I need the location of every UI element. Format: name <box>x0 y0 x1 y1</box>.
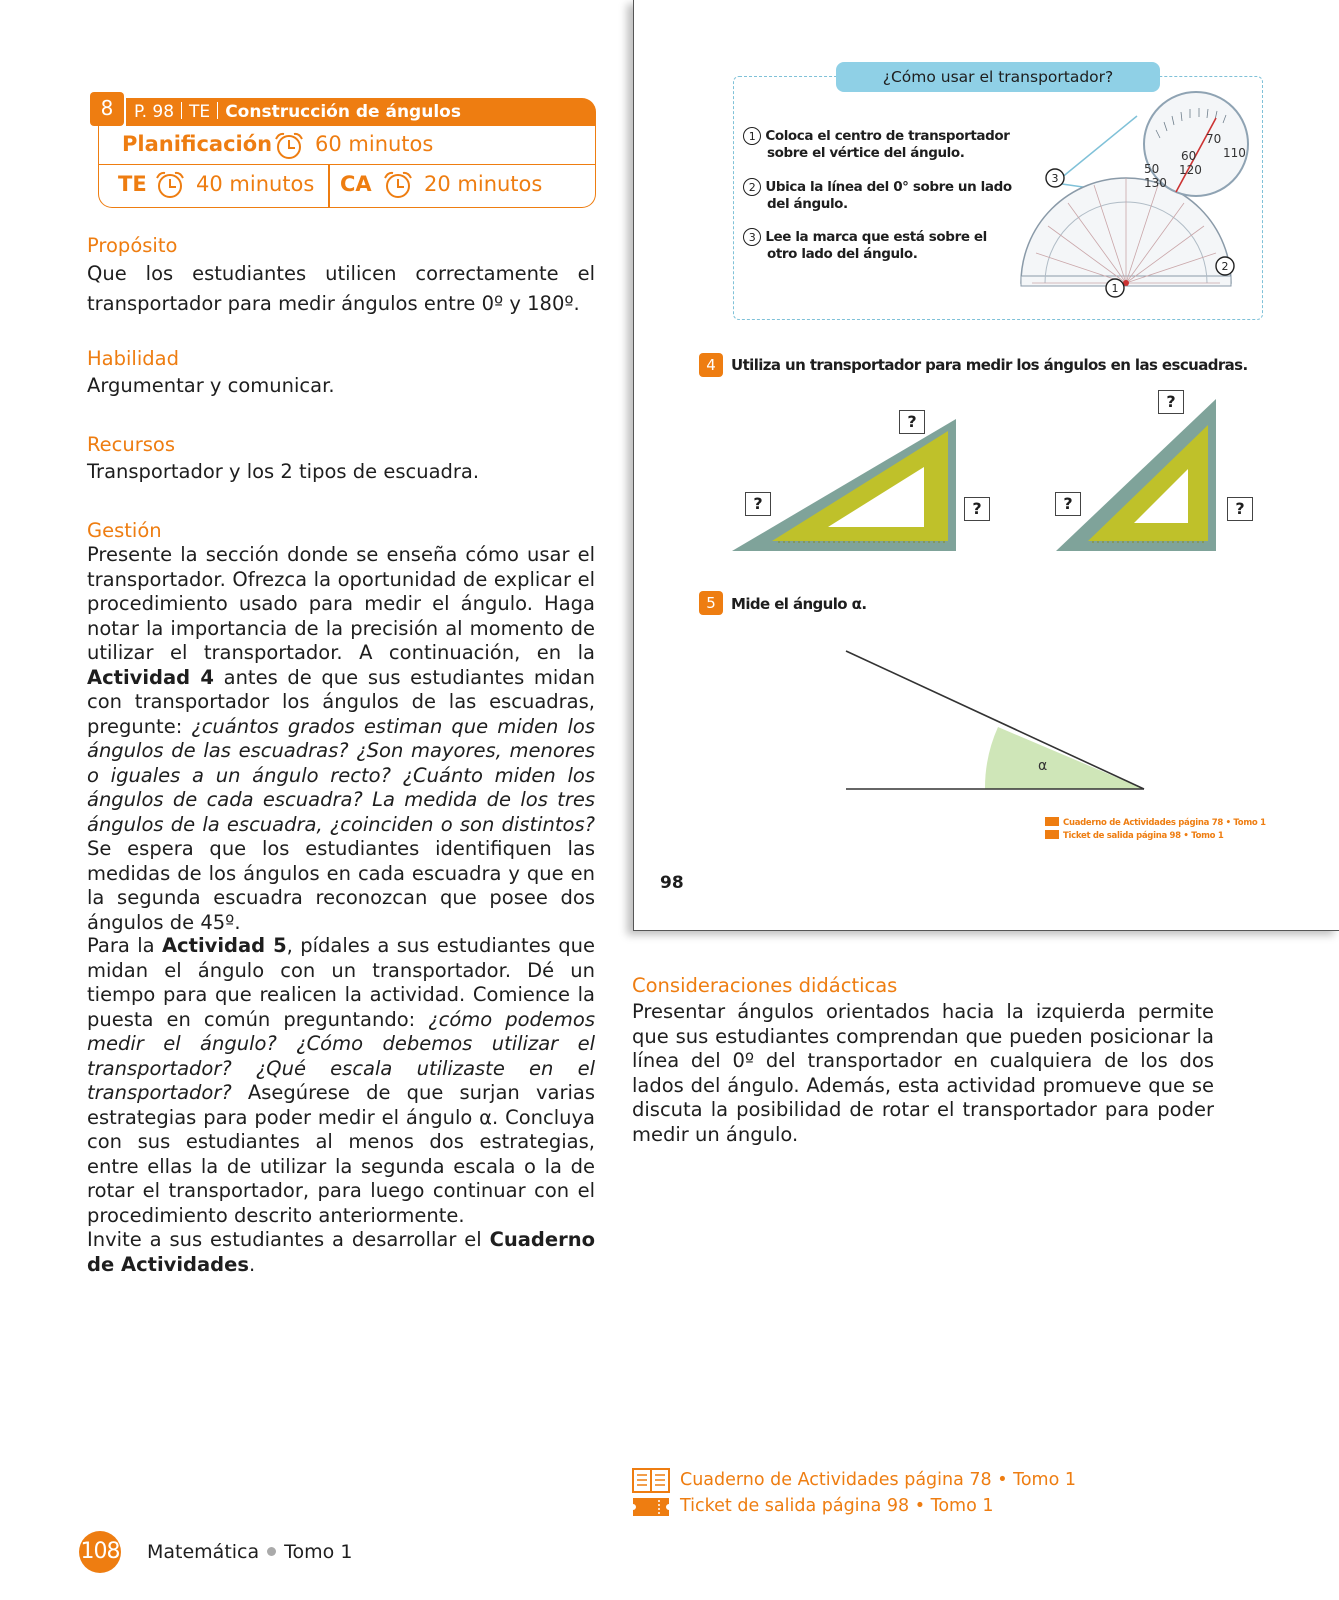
protractor-label-60: 60 <box>1181 149 1197 163</box>
protractor-label-50: 50 <box>1144 162 1160 176</box>
alpha-label: α <box>1038 758 1048 774</box>
ticket-reference: Ticket de salida página 98 • Tomo 1 <box>680 1496 994 1516</box>
escuadra-30-60-triangle <box>728 415 960 555</box>
te-label: TE <box>118 172 147 196</box>
gestion-title: Gestión <box>87 519 162 542</box>
step-2: 2 Ubica la línea del 0° sobre un lado del ángulo. <box>743 178 1012 213</box>
ca-label: CA <box>340 172 372 196</box>
question-box: ? <box>1227 497 1253 521</box>
cuaderno-reference: Cuaderno de Actividades página 78 • Tomo 1 <box>680 1470 1076 1490</box>
escuadra-45-triangle <box>1050 395 1222 555</box>
protractor-label-110: 110 <box>1223 146 1246 160</box>
protractor-marker-3: 3 <box>1051 172 1059 185</box>
lesson-title: Construcción de ángulos <box>225 102 461 122</box>
proposito-text: Que los estudiantes utilicen correctamente el transportador para medir ángulos entre 0º y 180º. <box>87 262 595 315</box>
alarm-clock-icon <box>154 170 186 200</box>
alarm-clock-icon <box>273 131 305 161</box>
protractor-illustration <box>1010 88 1260 316</box>
consideraciones-text: Presentar ángulos orientados hacia la izquierda permite que sus estudiantes comprendan que pueden posicionar la línea del 0º del transportador en cualquiera de los dos lados del ángulo. Además, esta actividad promueve que se discuta la posibilidad de rotar el transportador para poder medir un ángulo. <box>632 1000 1214 1146</box>
question-box: ? <box>964 497 990 521</box>
planificacion-label: Planificación <box>122 132 273 156</box>
protractor-label-120: 120 <box>1179 163 1202 177</box>
protractor-marker-1: 1 <box>1111 282 1119 295</box>
step-3: 3 Lee la marca que está sobre el otro lado del ángulo. <box>743 228 987 263</box>
recursos-title: Recursos <box>87 433 176 456</box>
ca-time: 20 minutos <box>424 172 543 196</box>
question-box: ? <box>1055 492 1081 516</box>
textbook-page-number: 98 <box>660 873 684 893</box>
proposito-title: Propósito <box>87 234 178 257</box>
activity-5-text: Mide el ángulo α. <box>731 595 867 613</box>
lesson-number-badge: 8 <box>90 92 124 126</box>
te-time: 40 minutos <box>196 172 315 196</box>
page-ref: P. 98 <box>134 102 175 122</box>
question-box: ? <box>899 410 925 434</box>
page-ref-ticket-small: Ticket de salida página 98 • Tomo 1 <box>1045 830 1224 841</box>
recursos-text: Transportador y los 2 tipos de escuadra. <box>87 460 480 483</box>
step-1: 1 Coloca el centro de transportador sobre el vértice del ángulo. <box>743 127 1010 162</box>
protractor-marker-2: 2 <box>1221 260 1229 273</box>
question-box: ? <box>1158 390 1184 414</box>
gestion-paragraph-2: Para la Actividad 5, pídales a sus estudiantes que midan el ángulo con un transportador. Dé un tiempo para que realicen la actividad. Comience la puesta en común preguntando: ¿cómo podemos medir el ángulo? ¿Cómo debemos utilizar el transportador? ¿Qué escala utilizaste en el transportador? Asegúrese de que surjan varias estrategias para poder medir el ángulo α. Concluya con sus estudiantes al menos dos estrategias, entre ellas la de utilizar la segunda escala o la de rotar el transportador, para luego continuar con el procedimiento descrito anteriormente. <box>87 934 595 1227</box>
planificacion-time: 60 minutos <box>315 132 434 156</box>
protractor-label-130: 130 <box>1144 176 1167 190</box>
footer-subject: Matemática Tomo 1 <box>147 1541 353 1563</box>
habilidad-title: Habilidad <box>87 347 179 370</box>
activity-4-badge: 4 <box>699 353 723 377</box>
gestion-paragraph-3: Invite a sus estudiantes a desarrollar el Cuaderno de Actividades. <box>87 1228 595 1276</box>
ticket-icon <box>632 1497 670 1517</box>
question-box: ? <box>745 492 771 516</box>
activity-5-badge: 5 <box>699 591 723 615</box>
gestion-paragraph-1: Presente la sección donde se enseña cómo usar el transportador. Ofrezca la oportunidad de explicar el procedimiento usado para medir el ángulo. Haga notar la importancia de la precisión al momento de utilizar el transportador. A continuación, en la Actividad 4 antes de que sus estudiantes midan con transportador los ángulos de las escuadras, pregunte: ¿cuántos grados estiman que miden los ángulos de las escuadras? ¿Son mayores, menores o iguales a un ángulo recto? ¿Cuánto miden los ángulos de cada escuadra? La medida de los tres ángulos de la escuadra, ¿coinciden o son distintos? Se espera que los estudiantes identifiquen las medidas de los ángulos en cada escuadra y que en la segunda escuadra reconozcan que posee dos ángulos de 45º. <box>87 543 595 934</box>
notebook-icon <box>632 1466 670 1494</box>
te-tag: TE <box>189 102 211 122</box>
activity-4-text: Utiliza un transportador para medir los ángulos en las escuadras. <box>731 356 1248 374</box>
habilidad-text: Argumentar y comunicar. <box>87 374 335 397</box>
protractor-label-70: 70 <box>1206 132 1222 146</box>
bullet-dot-icon <box>267 1547 276 1556</box>
angle-alpha-figure <box>840 645 1150 795</box>
footer-page-number: 108 <box>79 1531 121 1573</box>
info-box-title: ¿Cómo usar el transportador? <box>836 62 1160 92</box>
page-ref-cuaderno-small: Cuaderno de Actividades página 78 • Tomo 1 <box>1045 817 1266 828</box>
consideraciones-title: Consideraciones didácticas <box>632 974 898 997</box>
alarm-clock-icon <box>382 170 414 200</box>
planning-column-divider <box>328 165 330 207</box>
lesson-header-bar <box>126 98 596 126</box>
